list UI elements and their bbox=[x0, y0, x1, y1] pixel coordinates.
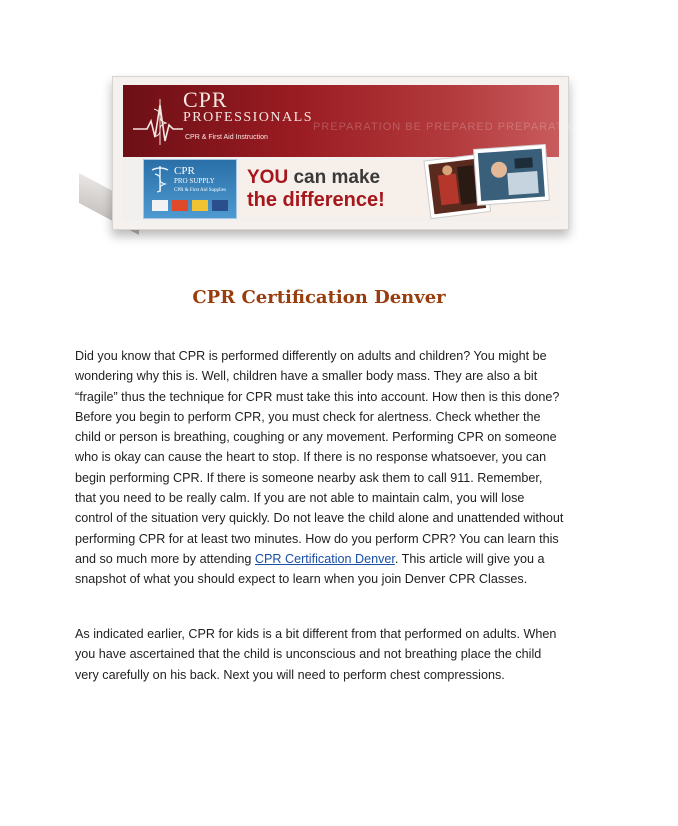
slogan-can-make: can make bbox=[288, 167, 381, 188]
payment-cards-icon bbox=[152, 198, 232, 214]
page-title: CPR Certification Denver bbox=[192, 287, 446, 308]
rescue-photo-collage bbox=[419, 139, 559, 221]
article-paragraph-1 bbox=[75, 346, 565, 590]
paragraph-1-text: Did you know that CPR is performed differently on adults and children? You might be wondering why this is. Well, children have a smaller body mass. They are also a bit “fragile” thus the technique for CPR must take this into account. How then is this done? Before you begin to perform CPR, you must check for alertness. Check whether the child or person is breathing, coughing or any movement. Performing CPR on someone who is okay can cause the heart to stop. If there is no response whatsoever, you can begin performing CPR. If there is someone nearby ask them to call 911. Remember, that you need to be really calm. If you are not able to maintain calm, you will lose control of the situation very quickly. Do not leave the child alone and unattended without performing CPR for at least two minutes. How do you perform CPR? You can learn this and so much more by attending bbox=[75, 349, 564, 566]
supply-logo-text bbox=[174, 166, 226, 195]
cpr-pro-supply-logo bbox=[143, 159, 237, 219]
supply-logo-tagline: CPR & First Aid Supplies bbox=[174, 188, 226, 193]
slogan-you: YOU bbox=[247, 167, 289, 188]
banner-bottom-strip bbox=[123, 157, 559, 221]
slogan-line2: the difference! bbox=[247, 189, 385, 211]
header-banner bbox=[112, 76, 678, 230]
ekg-caduceus-icon bbox=[133, 95, 183, 147]
slogan-panel bbox=[239, 161, 557, 217]
banner-watermark-text: PREPARATION BE PREPARED PREPARATION PREPARATION bbox=[313, 121, 678, 133]
slogan-line1 bbox=[247, 167, 380, 189]
paragraph-1-tail: . This article will give you a snapshot of what you should expect to learn when you join Denver CPR Classes. bbox=[75, 551, 545, 587]
supply-logo-cpr: CPR bbox=[174, 165, 195, 177]
logo-tagline: CPR & First Aid Instruction bbox=[185, 134, 268, 141]
logo-cpr-text: CPR bbox=[183, 87, 228, 112]
logo-professionals-text: PROFESSIONALS bbox=[183, 110, 313, 125]
article-paragraph-2: As indicated earlier, CPR for kids is a bit different from that performed on adults. When you have ascertained that the child is unconscious and not breathing place the child very carefully on his back. Next you will need to perform chest compressions. bbox=[75, 627, 557, 682]
cpr-certification-denver-link[interactable]: CPR Certification Denver bbox=[254, 551, 395, 566]
supply-logo-pro: PRO SUPPLY bbox=[174, 177, 215, 185]
caduceus-icon bbox=[148, 164, 172, 194]
